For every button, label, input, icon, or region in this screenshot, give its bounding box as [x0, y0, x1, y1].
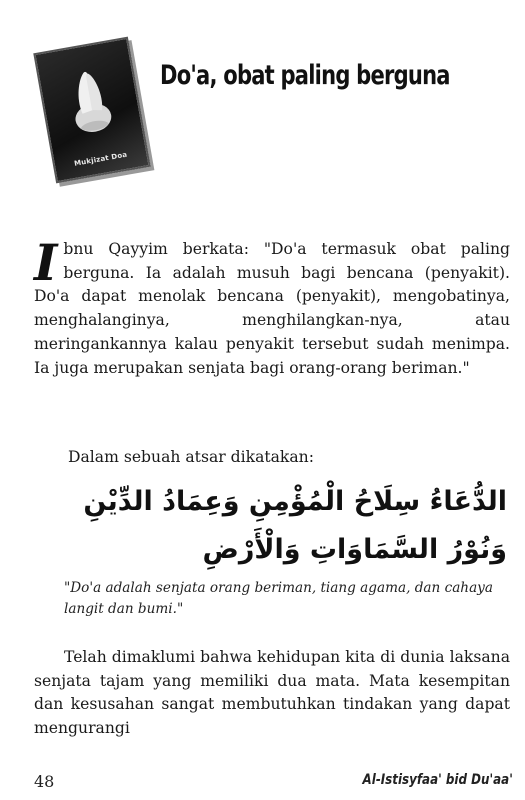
paragraph-kehidupan: Telah dimaklumi bahwa kehidupan kita di dunia laksana senjata tajam yang memiliki dua mata. Mata kesempitan dan kesusahan sangat membutuhkan tindakan yang dapat mengurangi — [34, 648, 510, 738]
paragraph-text: bnu Qayyim berkata: "Do'a termasuk obat paling berguna. Ia adalah musuh bagi bencana (penyakit). Do'a dapat menolak bencana (penyakit), mengobatinya, menghalanginya, menghilangkan-nya, atau meringankannya kalau penyakit tersebut sudah menimpa. Ia juga merupakan senjata bagi orang-orang beriman." — [34, 240, 510, 377]
illustration-caption: Mukjizat Doa — [73, 150, 128, 168]
running-footer-title: Al-Istisyfaa' bid Du'aa' — [362, 772, 513, 788]
quote-translation: "Do'a adalah senjata orang beriman, tiang agama, dan cahaya langit dan bumi." — [64, 580, 493, 617]
page-number: 48 — [34, 772, 55, 791]
paragraph-atsar-intro: Dalam sebuah atsar dikatakan: — [68, 448, 314, 466]
arabic-quote: الدُّعَاءُ سِلَاحُ الْمُؤْمِنِ وَعِمَادُ الدِّيْنِ وَنُوْرُ السَّمَاوَاتِ وَالْأَرْضِ — [83, 486, 507, 565]
praying-hands-icon — [61, 63, 120, 140]
chapter-title: Do'a, obat paling berguna — [160, 60, 450, 91]
chapter-illustration — [33, 37, 150, 184]
drop-cap: I — [34, 233, 58, 292]
paragraph-ibnu-qayyim — [34, 233, 510, 380]
